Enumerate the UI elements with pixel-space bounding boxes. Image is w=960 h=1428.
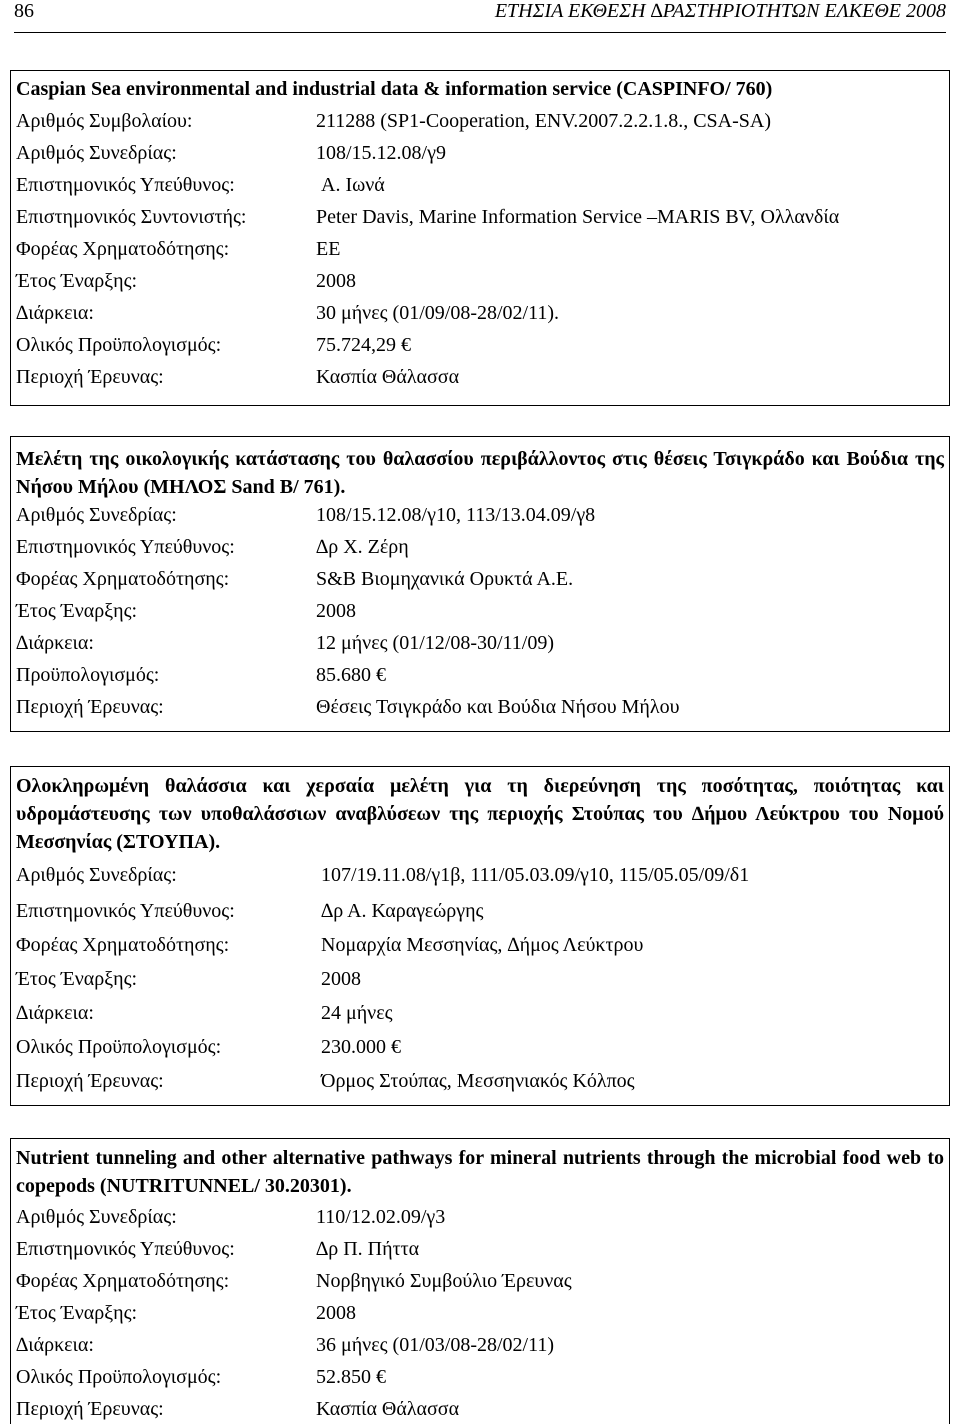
field-value: 107/19.11.08/γ1β, 111/05.03.09/γ10, 115/05.05/09/δ1 — [321, 864, 750, 886]
field-label: ∆ιάρκεια: — [16, 632, 94, 654]
field-label: Επιστημονικός Υπεύθυνος: — [16, 1238, 235, 1260]
field-value: Α. Ιωνά — [321, 174, 385, 196]
field-value: 2008 — [316, 270, 356, 292]
field-value: Κασπία Θάλασσα — [316, 1398, 460, 1420]
field-value: 36 μήνες (01/03/08-28/02/11) — [316, 1334, 555, 1356]
field-value: ∆ρ Π. Πήττα — [316, 1238, 420, 1260]
field-label: Επιστημονικός Υπεύθυνος: — [16, 536, 235, 558]
field-value: 110/12.02.09/γ3 — [316, 1206, 446, 1228]
field-label: ∆ιάρκεια: — [16, 1002, 94, 1024]
field-value: 108/15.12.08/γ9 — [316, 142, 446, 164]
field-label: Επιστημονικός Υπεύθυνος: — [16, 174, 235, 196]
field-value: Peter Davis, Marine Information Service –MARIS BV, Ολλανδία — [316, 206, 840, 228]
project-title: Caspian Sea environmental and industrial data & information service (CASPINFO/ 760) — [16, 78, 773, 100]
field-value: Νομαρχία Μεσσηνίας, ∆ήμος Λεύκτρου — [321, 934, 644, 956]
field-label: Επιστημονικός Υπεύθυνος: — [16, 900, 235, 922]
project-title: Μελέτη της οικολογικής κατάστασης του θαλασσίου περιβάλλοντος στις θέσεις Τσιγκράδο και Βούδια της Νήσου Μήλου (ΜΗΛΟΣ Sand B/ 761). — [16, 448, 944, 498]
field-value: 2008 — [316, 1302, 356, 1324]
field-value: 2008 — [316, 600, 356, 622]
project-title: Ολοκληρωμένη θαλάσσια και χερσαία μελέτη για τη διερεύνηση της ποσότητας, ποιότητας και υδρομάστευσης των υποθαλάσσιων αναβλύσεων της περιοχής Στούπας του ∆ήμου Λεύκτρου του Νομού Μεσσηνίας (ΣΤΟΥΠΑ). — [16, 775, 944, 853]
field-label: Φορέας Χρηματοδότησης: — [16, 568, 230, 590]
field-label: Περιοχή Έρευνας: — [16, 366, 164, 388]
field-label: Επιστημονικός Συντονιστής: — [16, 206, 247, 228]
field-value: Θέσεις Τσιγκράδο και Βούδια Νήσου Μήλου — [316, 696, 680, 718]
field-value: 2008 — [321, 968, 361, 990]
field-label: Αριθμός Συνεδρίας: — [16, 1206, 177, 1228]
field-label: Αριθμός Συνεδρίας: — [16, 504, 177, 526]
field-value: 52.850 € — [316, 1366, 386, 1388]
running-title: ΕΤΗΣΙΑ ΕΚΘΕΣΗ ∆ΡΑΣΤΗΡΙΟΤΗΤΩΝ ΕΛΚΕΘΕ 2008 — [494, 0, 946, 22]
field-label: Ολικός Προϋπολογισμός: — [16, 334, 222, 356]
field-label: Έτος Έναρξης: — [16, 1302, 138, 1324]
field-label: Φορέας Χρηματοδότησης: — [16, 934, 230, 956]
field-label: Έτος Έναρξης: — [16, 968, 138, 990]
field-label: Φορέας Χρηματοδότησης: — [16, 1270, 230, 1292]
project-block-stoupa — [10, 766, 950, 1106]
field-value: 108/15.12.08/γ10, 113/13.04.09/γ8 — [316, 504, 596, 526]
field-value: ∆ρ Α. Καραγεώργης — [321, 900, 484, 922]
field-label: Έτος Έναρξης: — [16, 600, 138, 622]
field-label: ∆ιάρκεια: — [16, 302, 94, 324]
field-value: Κασπία Θάλασσα — [316, 366, 460, 388]
field-value: 24 μήνες — [321, 1002, 393, 1024]
field-value: 211288 (SP1-Cooperation, ENV.2007.2.2.1.8., CSA-SA) — [316, 110, 772, 132]
field-label: Περιοχή Έρευνας: — [16, 1398, 164, 1420]
field-label: Έτος Έναρξης: — [16, 270, 138, 292]
field-label: Φορέας Χρηματοδότησης: — [16, 238, 230, 260]
field-value: 75.724,29 € — [316, 334, 411, 356]
page-header — [14, 0, 946, 30]
field-label: Προϋπολογισμός: — [16, 664, 160, 686]
field-value: 230.000 € — [321, 1036, 401, 1058]
project-block-milos — [10, 436, 950, 732]
field-label: Περιοχή Έρευνας: — [16, 696, 164, 718]
field-value: 12 μήνες (01/12/08-30/11/09) — [316, 632, 555, 654]
field-value: ΕΕ — [316, 238, 341, 260]
field-value: ∆ρ Χ. Ζέρη — [316, 536, 409, 558]
project-block-nutritunnel — [10, 1138, 950, 1424]
field-label: Περιοχή Έρευνας: — [16, 1070, 164, 1092]
field-label: Αριθμός Συνεδρίας: — [16, 142, 177, 164]
field-label: Αριθμός Συμβολαίου: — [16, 110, 193, 132]
page-number: 86 — [14, 0, 34, 22]
project-title: Nutrient tunneling and other alternative pathways for mineral nutrients through the microbial food web to copepods (NUTRITUNNEL/ 30.20301). — [16, 1147, 944, 1197]
field-value: 30 μήνες (01/09/08-28/02/11). — [316, 302, 560, 324]
field-value: Όρμος Στούπας, Μεσσηνιακός Κόλπος — [321, 1070, 635, 1092]
field-value: Νορβηγικό Συμβούλιο Έρευνας — [316, 1270, 572, 1292]
field-value: 85.680 € — [316, 664, 386, 686]
field-label: Αριθμός Συνεδρίας: — [16, 864, 177, 886]
header-rule — [14, 32, 946, 33]
field-label: Ολικός Προϋπολογισμός: — [16, 1036, 222, 1058]
field-value: S&B Βιομηχανικά Ορυκτά Α.Ε. — [316, 568, 574, 590]
field-label: Ολικός Προϋπολογισμός: — [16, 1366, 222, 1388]
field-label: ∆ιάρκεια: — [16, 1334, 94, 1356]
project-block-caspinfo — [10, 70, 950, 406]
